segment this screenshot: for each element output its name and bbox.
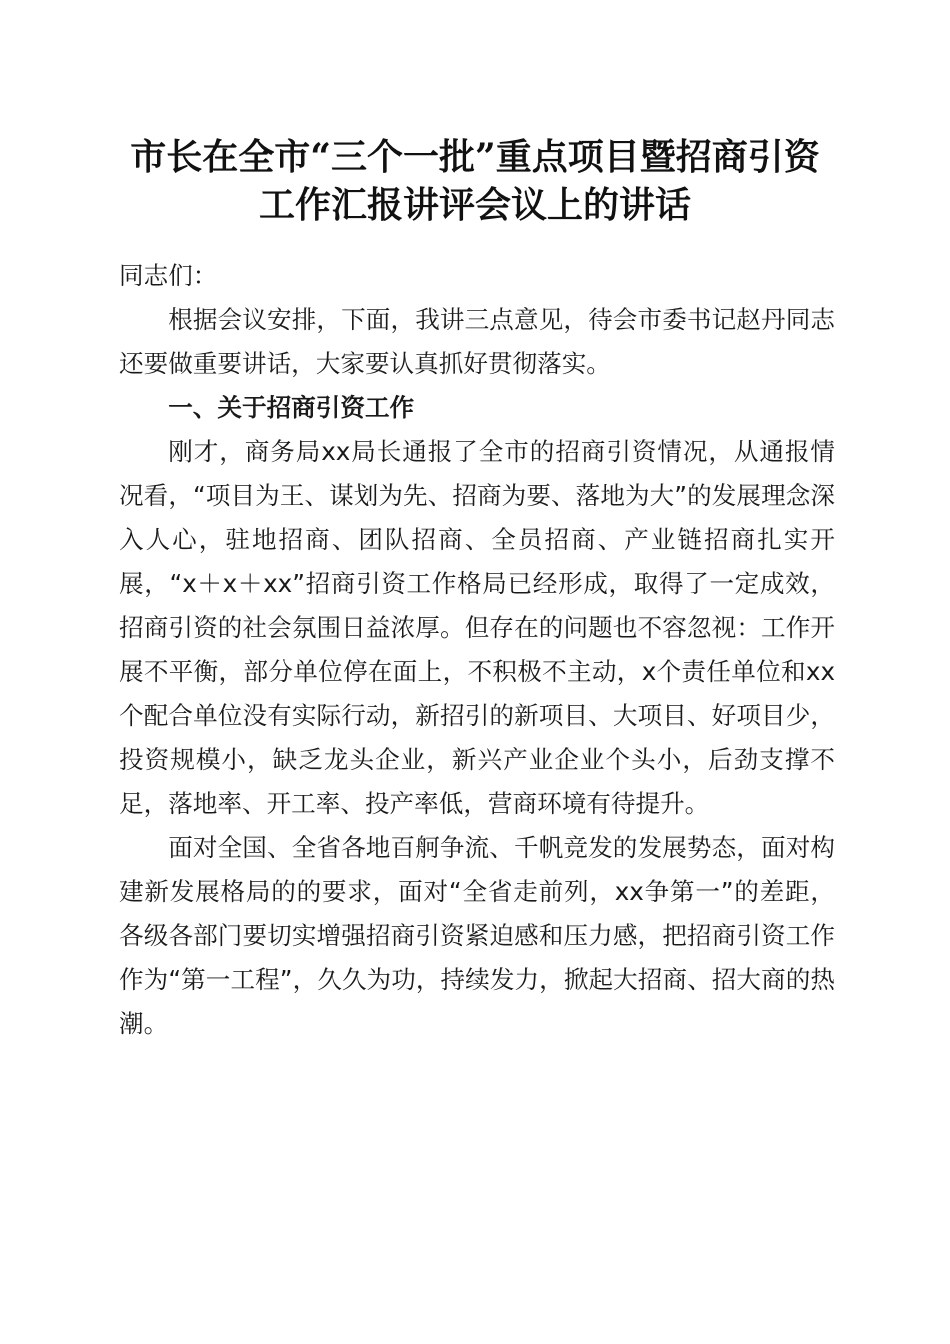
title-line-1: 市长在全市“三个一批”重点项目暨招商引资 [130,136,820,178]
title-line-2: 工作汇报讲评会议上的讲话 [258,184,691,226]
paragraph-investment-call: 面对全国、全省各地百舸争流、千帆竞发的发展势态，面对构建新发展格局的的要求，面对“全省走前列，xx争第一”的差距，各级各部门要切实增强招商引资紧迫感和压力感，把招商引资工作作为“第一工程”，久久为功，持续发力，掀起大招商、招大商的热潮。 [119,833,835,1038]
section-heading-1: 一、关于招商引资工作 [168,393,415,422]
paragraph-investment-status: 刚才，商务局xx局长通报了全市的招商引资情况，从通报情况看，“项目为王、谋划为先、招商为要、落地为大”的发展理念深入人心，驻地招商、团队招商、全员招商、产业链招商扎实开展，“x＋x＋xx”招商引资工作格局已经形成，取得了一定成效，招商引资的社会氛围日益浓厚。但存在的问题也不容忽视：工作开展不平衡，部分单位停在面上，不积极不主动，x个责任单位和xx个配合单位没有实际行动，新招引的新项目、大项目、好项目少，投资规模小，缺乏龙头企业，新兴产业企业个头小，后劲支撑不足，落地率、开工率、投产率低，营商环境有待提升。 [119,437,835,818]
document-title [100,133,850,229]
document-body [119,254,835,1046]
salutation: 同志们： [119,261,218,290]
paragraph-intro: 根据会议安排，下面，我讲三点意见，待会市委书记赵丹同志还要做重要讲话，大家要认真抓好贯彻落实。 [119,305,835,378]
